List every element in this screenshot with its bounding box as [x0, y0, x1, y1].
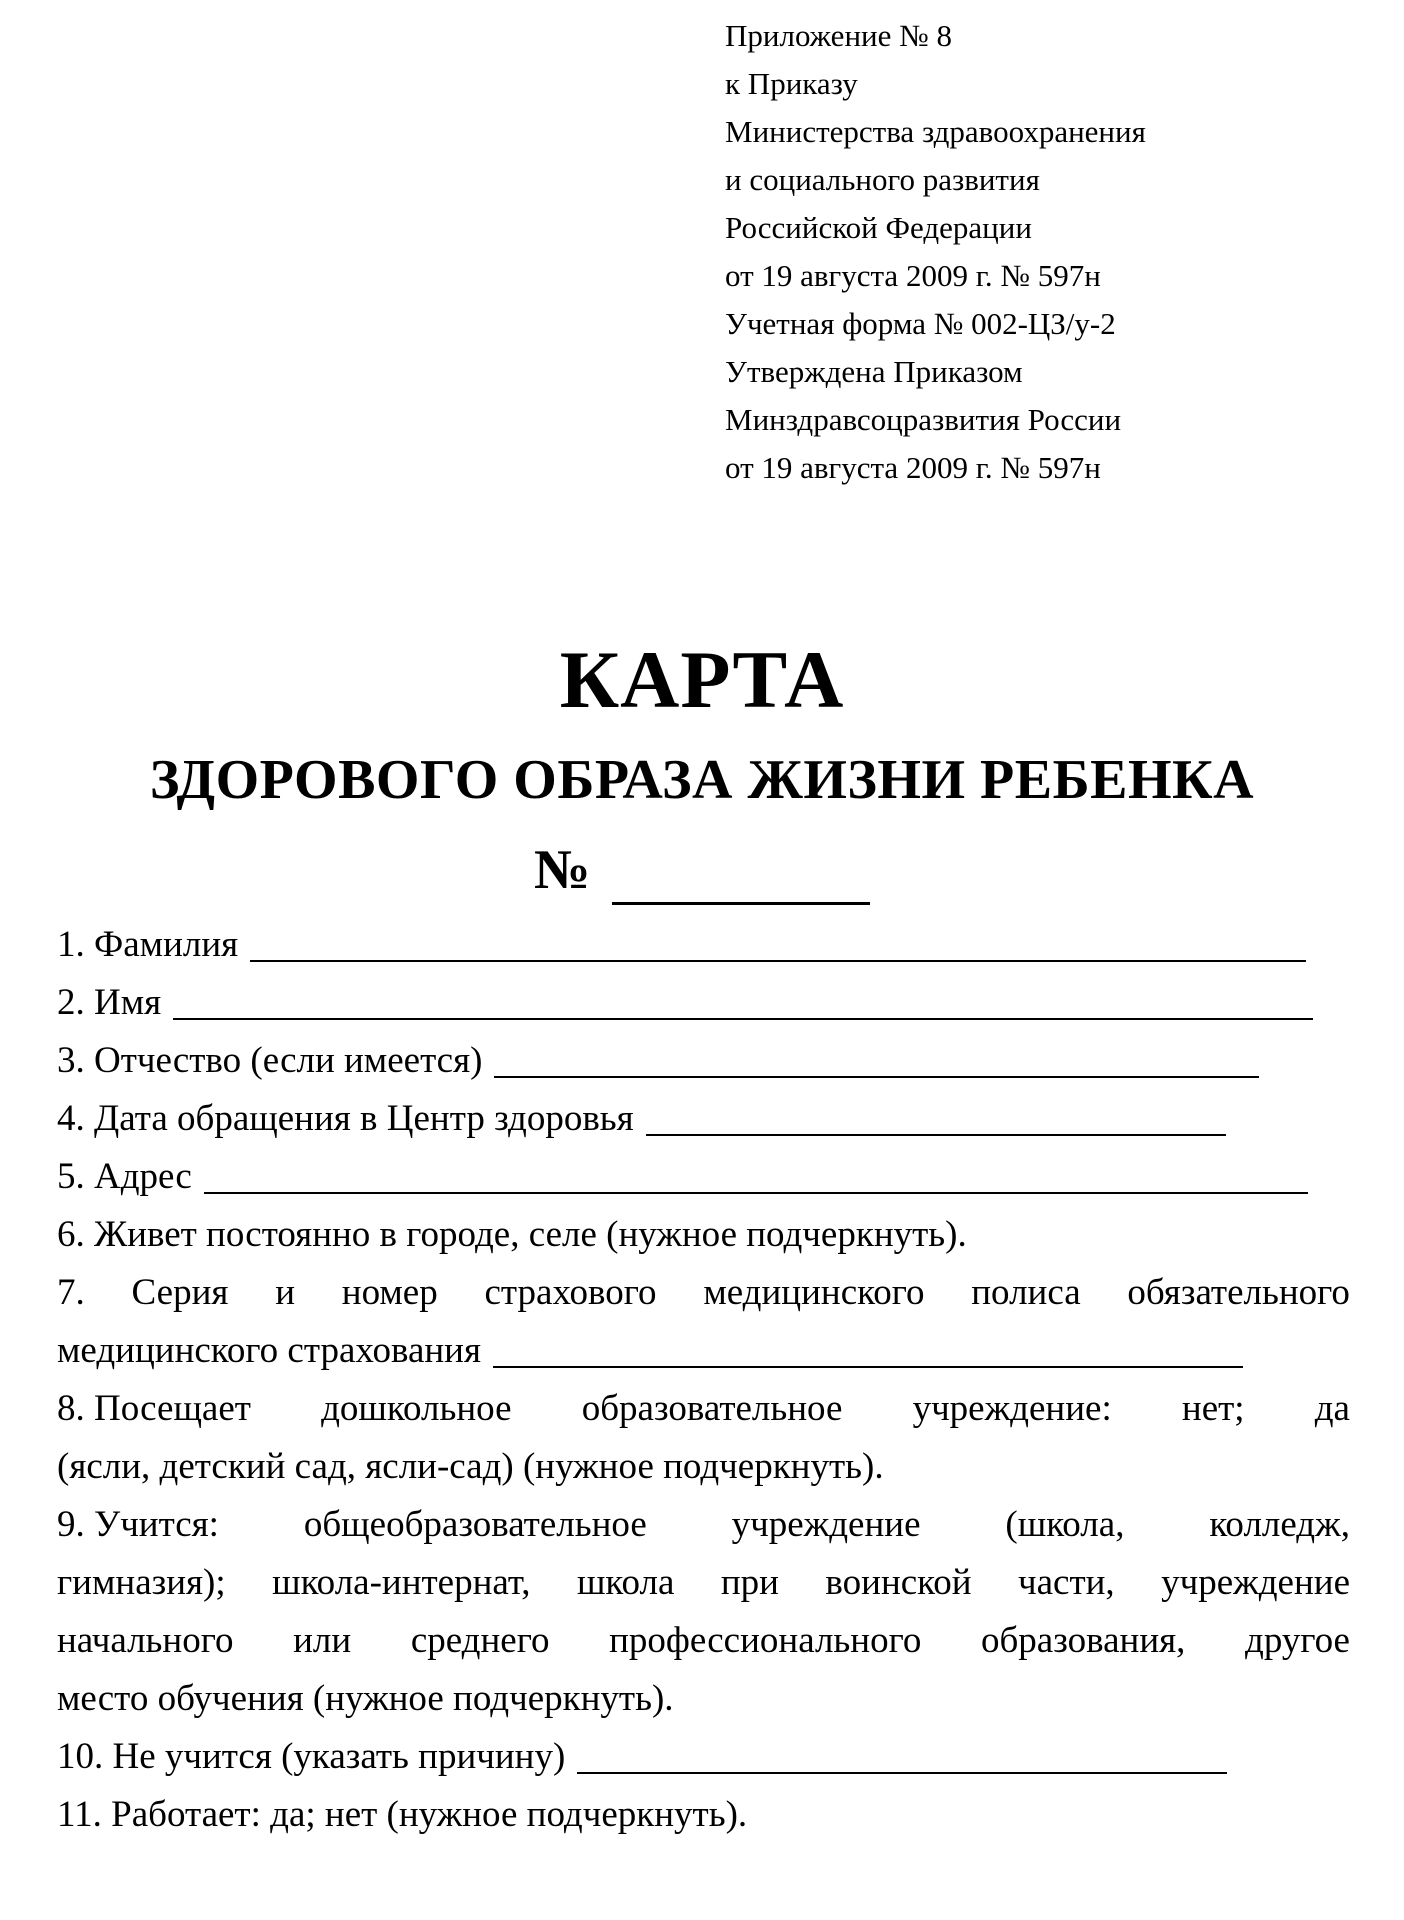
word: гимназия); [57, 1562, 226, 1603]
document-subtitle: ЗДОРОВОГО ОБРАЗА ЖИЗНИ РЕБЕНКА [149, 749, 1255, 811]
field-label: 1. Фамилия [57, 924, 239, 965]
number-sign: № [534, 839, 591, 901]
word: или [293, 1620, 352, 1661]
header-line: от 19 августа 2009 г. № 597н [725, 258, 1101, 293]
field-policy-line2 [57, 1322, 1350, 1380]
word: другое [1245, 1620, 1350, 1661]
field-preschool-line1 [57, 1380, 1350, 1438]
word: и [275, 1272, 295, 1313]
field-study-line4: место обучения (нужное подчеркнуть). [57, 1678, 674, 1719]
header-line: Приложение № 8 [725, 18, 952, 53]
header-line: к Приказу [725, 66, 858, 101]
field-preschool-line2: (ясли, детский сад, ясли-сад) (нужное подчеркнуть). [57, 1446, 884, 1487]
header-line: Российской Федерации [725, 210, 1032, 245]
word: образования, [980, 1620, 1186, 1661]
word: части, [1018, 1562, 1115, 1603]
field-label: 5. Адрес [57, 1156, 192, 1197]
visit-date-blank[interactable] [646, 1094, 1226, 1136]
field-study-line1 [57, 1496, 1350, 1554]
field-label: 4. Дата обращения в Центр здоровья [57, 1098, 634, 1139]
field-label: 3. Отчество (если имеется) [57, 1040, 483, 1081]
header-line: и социального развития [725, 162, 1040, 197]
card-number [534, 835, 870, 905]
name-blank[interactable] [173, 978, 1313, 1020]
address-blank[interactable] [204, 1152, 1308, 1194]
header-line: Утверждена Приказом [725, 354, 1023, 389]
word: при [720, 1562, 779, 1603]
field-not-studying [57, 1728, 1350, 1786]
field-visit-date [57, 1090, 1350, 1148]
word: Серия [131, 1272, 229, 1313]
word: учреждение: [912, 1388, 1112, 1429]
word: дошкольное [321, 1388, 512, 1429]
word: школа-интернат, [272, 1562, 531, 1603]
word: номер [341, 1272, 438, 1313]
word: учреждение [1161, 1562, 1350, 1603]
word: общеобразовательное [303, 1504, 647, 1545]
word: учреждение [731, 1504, 921, 1545]
field-label: 2. Имя [57, 982, 162, 1023]
field-study-line2 [57, 1554, 1350, 1612]
card-number-blank[interactable] [612, 847, 870, 905]
word: полиса [971, 1272, 1081, 1313]
field-label: 10. Не учится (указать причину) [57, 1736, 566, 1777]
field-name [57, 974, 1350, 1032]
word: образовательное [581, 1388, 843, 1429]
approval-header [725, 12, 1385, 492]
field-residence: 6. Живет постоянно в городе, селе (нужное подчеркнуть). [57, 1214, 967, 1255]
document-title: КАРТА [559, 634, 845, 725]
field-label: медицинского страхования [57, 1330, 481, 1371]
word: 7. [57, 1272, 85, 1313]
surname-blank[interactable] [250, 920, 1306, 962]
form-body [57, 916, 1350, 1844]
word: (школа, [1005, 1504, 1125, 1545]
patronymic-blank[interactable] [494, 1036, 1259, 1078]
policy-blank[interactable] [493, 1326, 1243, 1368]
word: среднего [410, 1620, 550, 1661]
field-study-line3 [57, 1612, 1350, 1670]
word: 9. Учится: [57, 1504, 219, 1545]
not-studying-reason-blank[interactable] [577, 1732, 1227, 1774]
word: профессионального [609, 1620, 922, 1661]
word: воинской [825, 1562, 972, 1603]
header-line: Учетная форма № 002-ЦЗ/у-2 [725, 306, 1116, 341]
field-surname [57, 916, 1350, 974]
header-line: Министерства здравоохранения [725, 114, 1146, 149]
header-line: от 19 августа 2009 г. № 597н [725, 450, 1101, 485]
header-line: Минздравсоцразвития России [725, 402, 1122, 437]
word: обязательного [1127, 1272, 1350, 1313]
word: да [1314, 1388, 1350, 1429]
word: школа [576, 1562, 675, 1603]
word: колледж, [1209, 1504, 1350, 1545]
word: начального [57, 1620, 234, 1661]
word: 8. Посещает [57, 1388, 251, 1429]
field-working: 11. Работает: да; нет (нужное подчеркнуть). [57, 1794, 748, 1835]
field-patronymic [57, 1032, 1350, 1090]
word: нет; [1181, 1388, 1245, 1429]
word: медицинского [703, 1272, 925, 1313]
word: страхового [484, 1272, 657, 1313]
field-address [57, 1148, 1350, 1206]
field-policy-line1 [57, 1264, 1350, 1322]
